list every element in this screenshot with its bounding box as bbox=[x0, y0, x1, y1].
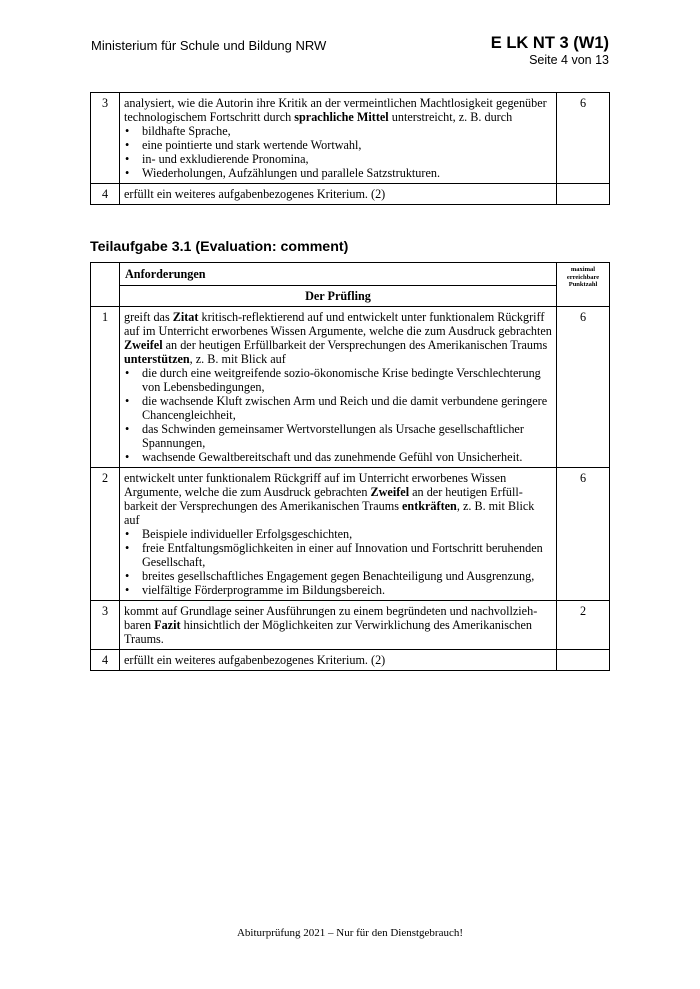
text-part: hinsichtlich der Möglichkeiten zur Verwirklichung des Amerikanischen Traums. bbox=[124, 618, 532, 646]
points bbox=[557, 184, 610, 205]
ministry-name: Ministerium für Schule und Bildung NRW bbox=[91, 38, 327, 53]
criterion-text bbox=[120, 93, 557, 184]
list-item: • vielfältige Förderprogramme im Bildungsbereich. bbox=[142, 583, 552, 597]
bullet-list bbox=[124, 366, 552, 464]
list-item: • in- und exkludierende Pronomina, bbox=[142, 152, 552, 166]
points bbox=[557, 650, 610, 671]
header-right bbox=[491, 34, 609, 67]
text-bold: entkräften bbox=[402, 499, 457, 513]
table-row bbox=[91, 601, 610, 650]
list-item: • eine pointierte und stark wertende Wortwahl, bbox=[142, 138, 552, 152]
footer-note: Abiturprüfung 2021 – Nur für den Dienstgebrauch! bbox=[236, 927, 464, 939]
list-item: • wachsende Gewaltbereitschaft und das zunehmende Gefühl von Unsicherheit. bbox=[142, 450, 552, 464]
text-part: kritisch-reflektierend auf und entwickelt unter funktionalem Rückgriff auf im Unterricht erworbenes Wissen Argumente, welche die zum Ausdruck gebrachten bbox=[124, 310, 552, 338]
points: 6 bbox=[557, 307, 610, 468]
points: 6 bbox=[557, 468, 610, 601]
row-number: 2 bbox=[91, 468, 120, 601]
table-row bbox=[91, 307, 610, 468]
header-empty-cell bbox=[91, 263, 120, 307]
bullet-list bbox=[124, 124, 552, 180]
page-number: Seite 4 von 13 bbox=[529, 53, 609, 67]
text-part: analysiert, wie die Autorin ihre Kritik an der vermeintlichen Machtlosigkeit gegenüber technologischem Fortschritt durch bbox=[124, 96, 547, 124]
text-bold: Zweifel bbox=[370, 485, 410, 499]
table-row bbox=[91, 650, 610, 671]
list-item: • Wiederholungen, Aufzählungen und parallele Satzstrukturen. bbox=[142, 166, 552, 180]
points: 6 bbox=[557, 93, 610, 184]
row-number: 4 bbox=[91, 184, 120, 205]
text-part: an der heutigen Erfüllbarkeit der Versprechungen des Amerikanischen Traums bbox=[162, 338, 548, 352]
subject-heading: Der Prüfling bbox=[120, 286, 557, 307]
list-item: • bildhafte Sprache, bbox=[142, 124, 552, 138]
list-item: • freie Entfaltungsmöglichkeiten in einer auf Innovation und Fortschritt beruhenden Gesellschaft, bbox=[142, 541, 552, 569]
section-title: Teilaufgabe 3.1 (Evaluation: comment) bbox=[90, 239, 349, 255]
table-row bbox=[91, 184, 610, 205]
text-part: , z. B. mit Blick auf bbox=[124, 499, 535, 527]
list-item: • breites gesellschaftliches Engagement gegen Benachteiligung und Ausgrenzung, bbox=[142, 569, 552, 583]
text-bold: sprachliche Mittel bbox=[294, 110, 389, 124]
criterion-text: erfüllt ein weiteres aufgabenbezogenes Kriterium. (2) bbox=[120, 184, 557, 205]
table-row bbox=[91, 468, 610, 601]
table-subheader-row bbox=[91, 286, 610, 307]
text-bold: Zweifel bbox=[124, 338, 163, 352]
list-item: • die durch eine weitgreifende sozio-ökonomische Krise bedingte Verschlechterung von Lebensbedingungen, bbox=[142, 366, 552, 394]
list-item: • Beispiele individueller Erfolgsgeschichten, bbox=[142, 527, 552, 541]
table-header-row bbox=[91, 263, 610, 286]
text-bold: Fazit bbox=[154, 618, 181, 632]
row-number: 3 bbox=[91, 93, 120, 184]
list-item: • die wachsende Kluft zwischen Arm und Reich und die damit verbundene geringere Chancengleichheit, bbox=[142, 394, 552, 422]
exam-code: E LK NT 3 (W1) bbox=[490, 34, 609, 52]
criteria-table-2 bbox=[90, 262, 610, 671]
requirements-heading: Anforderungen bbox=[120, 263, 557, 286]
row-number: 1 bbox=[91, 307, 120, 468]
text-part: an der heutigen Erfüllbarkeit der Versprechungen des Amerikanischen Traums bbox=[124, 485, 523, 513]
text-part: greift das bbox=[124, 310, 173, 324]
criteria-table-1 bbox=[90, 92, 610, 205]
max-points-heading: maximal erreichbare Punktzahl bbox=[557, 263, 610, 307]
row-number: 4 bbox=[91, 650, 120, 671]
criterion-text bbox=[120, 307, 557, 468]
points: 2 bbox=[557, 601, 610, 650]
text-part: , z. B. mit Blick auf bbox=[189, 352, 286, 366]
bullet-list bbox=[124, 527, 552, 597]
text-bold: unterstützen bbox=[124, 352, 190, 366]
table-row bbox=[91, 93, 610, 184]
criterion-text bbox=[120, 601, 557, 650]
text-part: entwickelt unter funktionalem Rückgriff auf im Unterricht erworbenes Wissen Argumente, welche die zum Ausdruck gebrachten bbox=[124, 471, 507, 499]
criterion-text bbox=[120, 468, 557, 601]
text-part: kommt auf Grundlage seiner Ausführungen zu einem begründeten und nachvollziehbaren bbox=[124, 604, 538, 632]
criterion-text: erfüllt ein weiteres aufgabenbezogenes Kriterium. (2) bbox=[120, 650, 557, 671]
list-item: • das Schwinden gemeinsamer Wertvorstellungen als Ursache gesellschaftlicher Spannungen, bbox=[142, 422, 552, 450]
row-number: 3 bbox=[91, 601, 120, 650]
text-bold: Zitat bbox=[172, 310, 199, 324]
text-part: unterstreicht, z. B. durch bbox=[388, 110, 513, 124]
